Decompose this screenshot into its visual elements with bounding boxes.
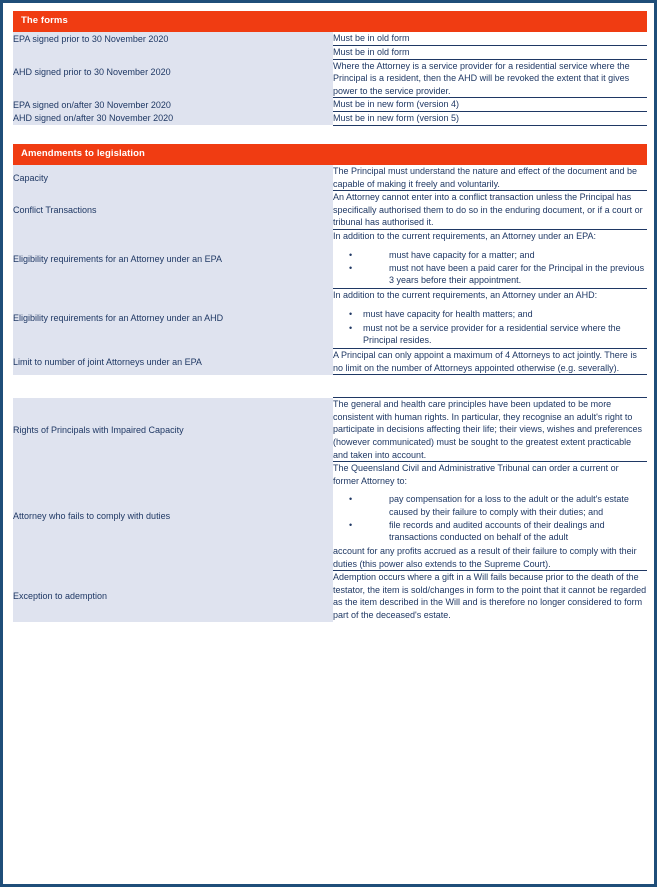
table-row	[13, 32, 647, 45]
row-label: Limit to number of joint Attorneys under an EPA	[13, 349, 333, 375]
row-label: Eligibility requirements for an Attorney under an EPA	[13, 230, 333, 289]
row-gap-cell	[333, 375, 647, 398]
table-row	[13, 165, 647, 191]
row-gap	[13, 375, 647, 398]
row-label: Rights of Principals with Impaired Capacity	[13, 398, 333, 462]
list-item: • must not be a service provider for a residential service where the Principal resides.	[349, 322, 647, 346]
row-value-intro: In addition to the current requirements, an Attorney under an EPA:	[333, 231, 596, 241]
row-value: Where the Attorney is a service provider for a residential service where the Principal is a resident, then the AHD will be revoked the extent that it gives power to the service provider.	[333, 59, 647, 98]
table-row	[13, 571, 647, 622]
list-item: • must have capacity for a matter; and	[349, 249, 647, 261]
row-label: EPA signed prior to 30 November 2020	[13, 32, 333, 45]
table-row	[13, 289, 647, 349]
row-value-intro: In addition to the current requirements, an Attorney under an AHD:	[333, 290, 598, 301]
row-value: Must be in new form (version 5)	[333, 112, 647, 126]
list-item: • must have capacity for health matters; and	[349, 308, 647, 320]
row-label: EPA signed on/after 30 November 2020	[13, 98, 333, 112]
table-row	[13, 230, 647, 289]
table-row	[13, 98, 647, 112]
row-value: The Principal must understand the nature and effect of the document and be capable of making it freely and voluntarily.	[333, 165, 647, 191]
row-value-intro: The Queensland Civil and Administrative Tribunal can order a current or former Attorney to:	[333, 463, 619, 486]
section-header-amendments: Amendments to legislation	[13, 144, 647, 165]
row-label: Attorney who fails to comply with duties	[13, 462, 333, 571]
row-value	[333, 462, 647, 571]
row-value: An Attorney cannot enter into a conflict transaction unless the Principal has specifically authorised them to do so in the enduring document, or if a court or tribunal has authorised it.	[333, 191, 647, 230]
table-row	[13, 46, 647, 60]
row-value: Must be in old form	[333, 32, 647, 45]
row-bullet-list	[333, 249, 647, 286]
row-value: Must be in old form	[333, 46, 647, 60]
row-label: Conflict Transactions	[13, 191, 333, 230]
forms-table	[13, 32, 647, 125]
row-value	[333, 230, 647, 289]
row-label: Exception to ademption	[13, 571, 333, 622]
list-item: • pay compensation for a loss to the adult or the adult's estate caused by their failure to comply with their duties; and	[349, 493, 647, 517]
table-row	[13, 349, 647, 375]
row-gap-cell	[13, 375, 333, 398]
row-label: Capacity	[13, 165, 333, 191]
row-value-after: account for any profits accrued as a result of their failure to comply with their duties (this power also extends to the Supreme Court).	[333, 545, 637, 569]
row-label: AHD signed on/after 30 November 2020	[13, 112, 333, 126]
row-value: Must be in new form (version 4)	[333, 98, 647, 112]
row-value	[333, 289, 647, 349]
row-value: The general and health care principles have been updated to be more consistent with human rights. In particular, they recognise an adult's right to participate in decisions affecting their life; their views, wishes and preferences (however communicated) must be sought to the greatest extent practicable and taken into account.	[333, 398, 647, 462]
row-bullet-list	[333, 308, 647, 346]
section-the-forms	[13, 11, 647, 126]
amendments-table	[13, 165, 647, 621]
row-label: Eligibility requirements for an Attorney under an AHD	[13, 289, 333, 349]
section-amendments-to-legislation	[13, 144, 647, 622]
table-row	[13, 191, 647, 230]
table-row	[13, 462, 647, 571]
row-bullet-list	[333, 493, 647, 543]
section-header-the-forms: The forms	[13, 11, 647, 32]
row-value: A Principal can only appoint a maximum of 4 Attorneys to act jointly. There is no limit on the number of Attorneys appointed otherwise (e.g. severally).	[333, 349, 647, 375]
row-value: Ademption occurs where a gift in a Will fails because prior to the death of the testator, the item is sold/changes in form to the point that it cannot be regarded as the item described in the Will and is therefore no longer considered to form part of the deceased's estate.	[333, 572, 647, 620]
list-item: • must not have been a paid carer for the Principal in the previous 3 years before their appointment.	[349, 262, 647, 286]
table-row	[13, 398, 647, 462]
row-label: AHD signed prior to 30 November 2020	[13, 46, 333, 98]
list-item: • file records and audited accounts of their dealings and transactions conducted on behalf of the adult	[349, 519, 647, 543]
table-row	[13, 112, 647, 126]
